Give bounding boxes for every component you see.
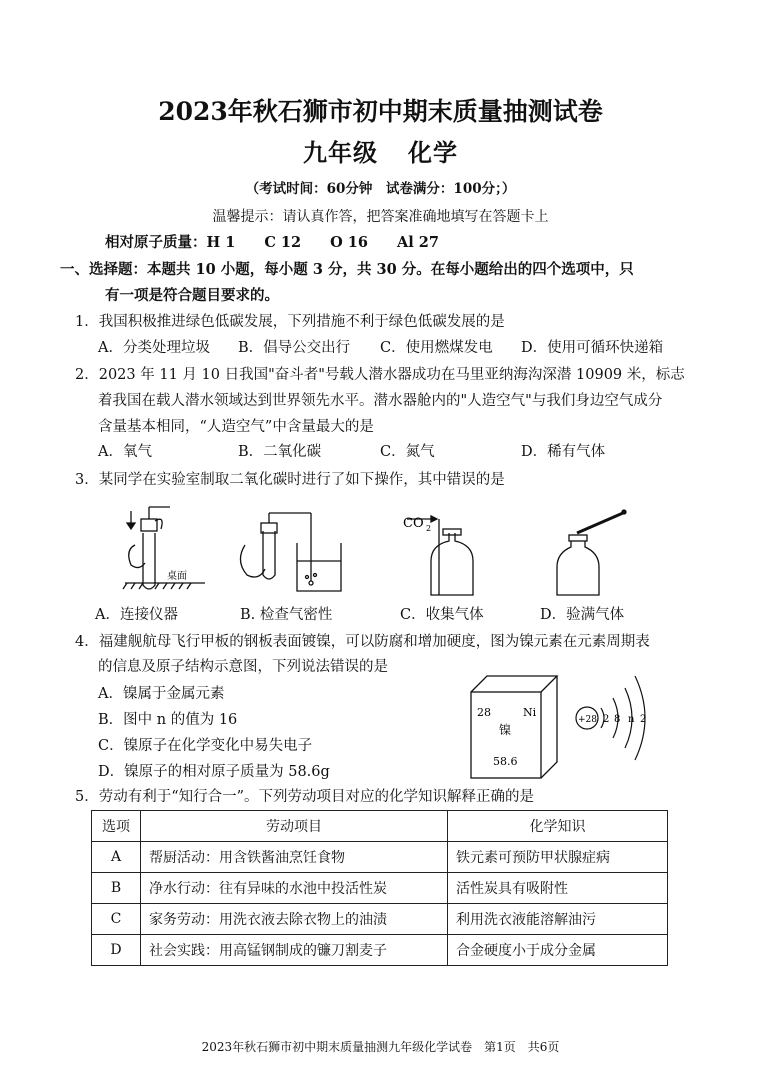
question-1-stem: 1．我国积极推进绿色低碳发展，下列措施不利于绿色低碳发展的是 bbox=[75, 314, 505, 330]
table-row bbox=[92, 935, 668, 966]
atomic-mass-line: 相对原子质量：H 1 C 12 O 16 Al 27 bbox=[105, 234, 439, 251]
question-2-stem: 2．2023 年 11 月 10 日我国"奋斗者"号载人潜水器成功在马里亚纳海沟深潜 10909 米，标志 bbox=[75, 367, 685, 383]
header-option: 选项 bbox=[92, 811, 141, 842]
q3-apparatus-figure bbox=[95, 505, 655, 605]
page-footer: 2023年秋石狮市初中期末质量抽测九年级化学试卷 第1页 共6页 bbox=[201, 1040, 560, 1054]
question-2-stem-3: 含量基本相同，“人造空气”中含量最大的是 bbox=[98, 419, 374, 435]
q4-option-c: C．镍原子在化学变化中易失电子 bbox=[98, 738, 313, 754]
desk-label: 桌面 bbox=[167, 571, 187, 582]
q3-option-b: B. 检查气密性 bbox=[240, 607, 333, 623]
row-knowledge: 利用洗衣液能溶解油污 bbox=[448, 904, 668, 935]
apparatus-d-figure bbox=[557, 510, 626, 595]
row-knowledge: 铁元素可预防甲状腺症病 bbox=[448, 842, 668, 873]
element-symbol: Ni bbox=[523, 706, 537, 719]
q4-option-a: A．镍属于金属元素 bbox=[98, 686, 225, 702]
row-labor: 帮厨活动：用含铁酱油烹饪食物 bbox=[141, 842, 448, 873]
table-row bbox=[92, 873, 668, 904]
exam-info: （考试时间：60分钟 试卷满分：100分；） bbox=[245, 181, 516, 197]
row-knowledge: 合金硬度小于成分金属 bbox=[448, 935, 668, 966]
q1-option-a: A．分类处理垃圾 bbox=[98, 340, 210, 356]
row-labor: 家务劳动：用洗衣液去除衣物上的油渍 bbox=[141, 904, 448, 935]
table-row bbox=[92, 904, 668, 935]
question-4-stem: 4．福建舰航母飞行甲板的钢板表面镀镍，可以防腐和增加硬度，图为镍元素在元素周期表 bbox=[75, 634, 650, 650]
shell-1: 2 bbox=[603, 714, 610, 725]
row-knowledge: 活性炭具有吸附性 bbox=[448, 873, 668, 904]
question-5-stem: 5．劳动有利于“知行合一”。下列劳动项目对应的化学知识解释正确的是 bbox=[75, 789, 535, 805]
q2-option-d: D．稀有气体 bbox=[521, 444, 606, 460]
q1-option-c: C．使用燃煤发电 bbox=[380, 340, 493, 356]
row-option: A bbox=[92, 842, 141, 873]
atomic-number: 28 bbox=[477, 706, 491, 719]
q1-option-b: B．倡导公交出行 bbox=[238, 340, 351, 356]
q4-option-b: B．图中 n 的值为 16 bbox=[98, 712, 238, 728]
q2-option-b: B．二氧化碳 bbox=[238, 444, 322, 460]
row-labor: 社会实践：用高锰钢制成的镰刀割麦子 bbox=[141, 935, 448, 966]
header-labor: 劳动项目 bbox=[141, 811, 448, 842]
exam-tip: 温馨提示：请认真作答，把答案准确地填写在答题卡上 bbox=[212, 209, 549, 225]
shell-2: 8 bbox=[614, 714, 621, 725]
row-option: C bbox=[92, 904, 141, 935]
shell-4: 2 bbox=[640, 714, 647, 725]
grade-label: 九年级 bbox=[303, 138, 378, 167]
subject-label: 化学 bbox=[408, 138, 458, 167]
q4-option-d: D．镍原子的相对原子质量为 58.6g bbox=[98, 764, 330, 780]
row-option: D bbox=[92, 935, 141, 966]
q2-option-a: A．氧气 bbox=[98, 444, 152, 460]
exam-title: 2023年秋石狮市初中期末质量抽测试卷 bbox=[158, 97, 603, 126]
apparatus-a-figure bbox=[123, 507, 205, 589]
question-2-stem-2: 着我国在载人潜水领域达到世界领先水平。潜水器舱内的"人造空气"与我们身边空气成分 bbox=[98, 393, 663, 409]
element-name: 镍 bbox=[499, 723, 512, 737]
atomic-mass: 58.6 bbox=[493, 755, 518, 768]
q3-option-c: C．收集气体 bbox=[400, 607, 484, 623]
apparatus-b-figure bbox=[240, 513, 341, 591]
co2-subscript: 2 bbox=[426, 524, 432, 533]
row-labor: 净水行动：往有异味的水池中投活性炭 bbox=[141, 873, 448, 904]
section-heading-cont: 有一项是符合题目要求的。 bbox=[105, 287, 279, 304]
q3-option-d: D．验满气体 bbox=[540, 607, 625, 623]
exam-subtitle bbox=[0, 133, 761, 168]
shell-3: n bbox=[628, 714, 635, 725]
section-heading: 一、选择题：本题共 10 小题，每小题 3 分，共 30 分。在每小题给出的四个选项中，只 bbox=[60, 261, 634, 278]
labor-knowledge-table bbox=[91, 810, 668, 966]
table-row bbox=[92, 842, 668, 873]
question-3-stem: 3．某同学在实验室制取二氧化碳时进行了如下操作，其中错误的是 bbox=[75, 472, 505, 488]
q2-option-c: C．氮气 bbox=[380, 444, 435, 460]
nickel-element-figure bbox=[465, 672, 680, 782]
nucleus-charge: +28 bbox=[578, 715, 597, 725]
q3-option-a: A．连接仪器 bbox=[95, 607, 178, 623]
q1-option-d: D．使用可循环快递箱 bbox=[521, 340, 664, 356]
table-header-row bbox=[92, 811, 668, 842]
header-knowledge: 化学知识 bbox=[448, 811, 668, 842]
co2-label: CO bbox=[403, 516, 424, 531]
row-option: B bbox=[92, 873, 141, 904]
question-4-stem-2: 的信息及原子结构示意图，下列说法错误的是 bbox=[98, 659, 388, 675]
